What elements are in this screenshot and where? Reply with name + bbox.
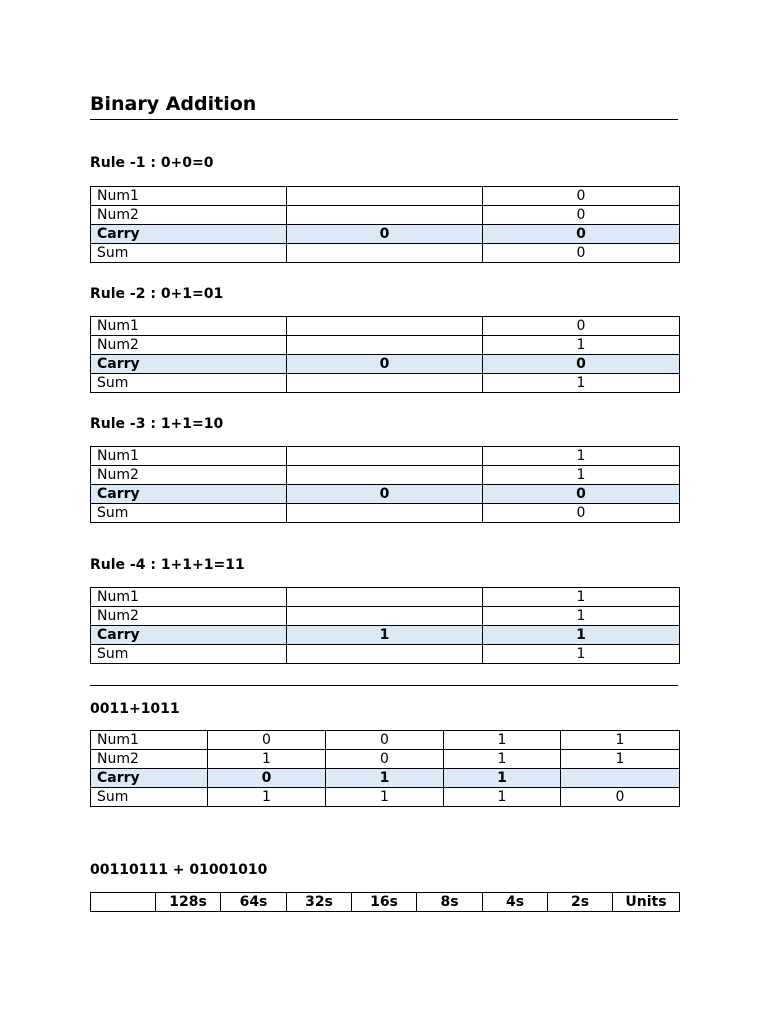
cell: 1 xyxy=(208,750,326,769)
table-row xyxy=(91,750,680,769)
cell xyxy=(287,466,483,485)
row-label: Num2 xyxy=(91,750,208,769)
cell xyxy=(287,645,483,664)
cell: 1 xyxy=(444,750,561,769)
cell xyxy=(287,336,483,355)
cell: 0 xyxy=(483,355,680,374)
table-row xyxy=(91,607,680,626)
cell xyxy=(287,187,483,206)
header-cell: 8s xyxy=(417,893,483,912)
rule-4-heading: Rule -4 : 1+1+1=11 xyxy=(90,557,245,573)
cell: 0 xyxy=(287,485,483,504)
table-row xyxy=(91,317,680,336)
example-1-table xyxy=(90,730,680,807)
table-row xyxy=(91,504,680,523)
row-label: Carry xyxy=(91,355,287,374)
carry-row xyxy=(91,355,680,374)
rule-2-table xyxy=(90,316,680,393)
table-row xyxy=(91,788,680,807)
example-2-heading: 00110111 + 01001010 xyxy=(90,862,268,878)
row-label: Sum xyxy=(91,788,208,807)
cell: 0 xyxy=(287,355,483,374)
rule-1-heading: Rule -1 : 0+0=0 xyxy=(90,155,214,171)
cell xyxy=(287,607,483,626)
cell: 1 xyxy=(444,769,561,788)
carry-row xyxy=(91,769,680,788)
cell: 0 xyxy=(326,750,444,769)
header-cell: 128s xyxy=(156,893,221,912)
row-label: Sum xyxy=(91,504,287,523)
cell: 0 xyxy=(483,187,680,206)
row-label: Carry xyxy=(91,626,287,645)
cell: 1 xyxy=(483,447,680,466)
cell xyxy=(287,504,483,523)
rule-3-table xyxy=(90,446,680,523)
cell xyxy=(287,206,483,225)
table-row xyxy=(91,447,680,466)
cell: 1 xyxy=(326,769,444,788)
cell: 1 xyxy=(483,626,680,645)
table-row xyxy=(91,336,680,355)
cell xyxy=(287,317,483,336)
cell: 1 xyxy=(444,731,561,750)
header-cell: 64s xyxy=(221,893,287,912)
row-label: Num2 xyxy=(91,466,287,485)
row-label: Carry xyxy=(91,225,287,244)
cell: 1 xyxy=(444,788,561,807)
table-row xyxy=(91,731,680,750)
table-row xyxy=(91,374,680,393)
page-title: Binary Addition xyxy=(90,93,257,115)
header-row xyxy=(91,893,680,912)
row-label: Carry xyxy=(91,485,287,504)
cell: 1 xyxy=(483,645,680,664)
table-row xyxy=(91,645,680,664)
cell: 1 xyxy=(208,788,326,807)
carry-row xyxy=(91,626,680,645)
section-divider xyxy=(90,685,678,686)
cell xyxy=(287,588,483,607)
row-label: Sum xyxy=(91,244,287,263)
cell: 1 xyxy=(561,750,680,769)
row-label: Sum xyxy=(91,645,287,664)
carry-row xyxy=(91,485,680,504)
cell: 0 xyxy=(208,731,326,750)
table-row xyxy=(91,588,680,607)
rule-3-heading: Rule -3 : 1+1=10 xyxy=(90,416,224,432)
cell: 1 xyxy=(483,336,680,355)
example-2-table xyxy=(90,892,680,912)
row-label: Num2 xyxy=(91,206,287,225)
cell: 0 xyxy=(483,206,680,225)
row-label: Carry xyxy=(91,769,208,788)
cell: 1 xyxy=(483,588,680,607)
row-label: Num1 xyxy=(91,447,287,466)
header-cell: 16s xyxy=(352,893,417,912)
cell: 1 xyxy=(561,731,680,750)
cell xyxy=(287,244,483,263)
header-cell: 2s xyxy=(548,893,613,912)
cell: 0 xyxy=(483,225,680,244)
cell: 0 xyxy=(483,244,680,263)
rule-4-table xyxy=(90,587,680,664)
row-label: Num1 xyxy=(91,187,287,206)
cell: 0 xyxy=(483,485,680,504)
cell: 0 xyxy=(287,225,483,244)
header-cell: 32s xyxy=(287,893,352,912)
row-label: Num1 xyxy=(91,317,287,336)
cell: 1 xyxy=(483,607,680,626)
header-cell: Units xyxy=(613,893,680,912)
cell: 0 xyxy=(483,317,680,336)
row-label: Sum xyxy=(91,374,287,393)
rule-1-table xyxy=(90,186,680,263)
cell: 0 xyxy=(483,504,680,523)
header-cell: 4s xyxy=(483,893,548,912)
cell: 0 xyxy=(561,788,680,807)
row-label: Num2 xyxy=(91,336,287,355)
table-row xyxy=(91,206,680,225)
table-row xyxy=(91,187,680,206)
cell: 1 xyxy=(483,466,680,485)
table-row xyxy=(91,466,680,485)
cell: 0 xyxy=(326,731,444,750)
cell xyxy=(561,769,680,788)
cell: 1 xyxy=(326,788,444,807)
rule-2-heading: Rule -2 : 0+1=01 xyxy=(90,286,224,302)
cell: 0 xyxy=(208,769,326,788)
cell xyxy=(287,447,483,466)
row-label: Num2 xyxy=(91,607,287,626)
example-1-heading: 0011+1011 xyxy=(90,701,180,717)
cell xyxy=(287,374,483,393)
row-label: Num1 xyxy=(91,731,208,750)
table-row xyxy=(91,244,680,263)
title-divider xyxy=(90,119,678,120)
cell: 1 xyxy=(287,626,483,645)
row-label: Num1 xyxy=(91,588,287,607)
header-cell xyxy=(91,893,156,912)
carry-row xyxy=(91,225,680,244)
cell: 1 xyxy=(483,374,680,393)
